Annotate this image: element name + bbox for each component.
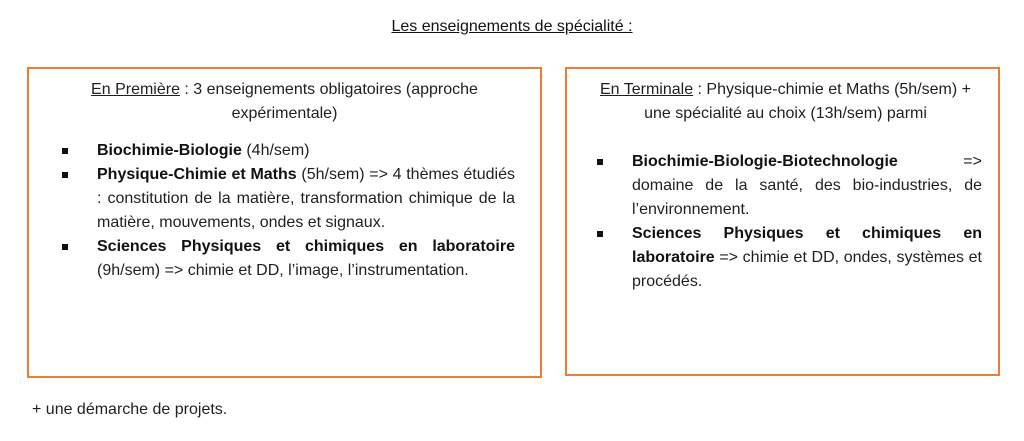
terminale-list <box>589 150 982 294</box>
list-item <box>589 150 982 222</box>
premiere-heading <box>54 78 515 126</box>
item-text: => domaine de la santé, des bio-industries, de l’environnement. <box>632 153 982 218</box>
item-text: (9h/sem) => chimie et DD, l’image, l’instrumentation. <box>97 262 469 279</box>
square-bullet-icon <box>597 159 603 165</box>
item-title: Sciences Physiques et chimiques en laboratoire <box>97 238 515 255</box>
item-title: Biochimie-Biologie-Biotechnologie <box>632 153 898 170</box>
list-item <box>54 163 515 235</box>
list-item <box>589 222 982 294</box>
premiere-heading-text: : 3 enseignements obligatoires (approche expérimentale) <box>179 81 478 122</box>
item-title: Sciences Physiques et chimiques en laboratoire <box>632 225 982 266</box>
square-bullet-icon <box>62 148 68 154</box>
square-bullet-icon <box>597 231 603 237</box>
terminale-heading <box>589 78 982 126</box>
square-bullet-icon <box>62 244 68 250</box>
footer-note: + une démarche de projets. <box>32 401 228 418</box>
item-title: Biochimie-Biologie <box>97 142 242 159</box>
terminale-heading-text: : Physique-chimie et Maths (5h/sem) + une spécialité au choix (13h/sem) parmi <box>644 81 971 122</box>
premiere-list <box>54 139 515 283</box>
item-text: => chimie et DD, ondes, systèmes et procédés. <box>632 249 982 290</box>
premiere-heading-label: En Première <box>91 81 180 98</box>
item-text: (5h/sem) => 4 thèmes étudiés : constitution de la matière, transformation chimique de la matière, mouvements, ondes et signaux. <box>97 166 516 231</box>
square-bullet-icon <box>62 172 68 178</box>
list-item <box>54 139 515 163</box>
item-title: Physique-Chimie et Maths <box>97 166 297 183</box>
list-item <box>54 235 515 283</box>
page-title: Les enseignements de spécialité : <box>391 18 633 35</box>
premiere-box <box>27 67 542 378</box>
terminale-heading-label: En Terminale <box>600 81 694 98</box>
item-text: (4h/sem) <box>241 142 310 159</box>
terminale-box <box>565 67 1000 376</box>
